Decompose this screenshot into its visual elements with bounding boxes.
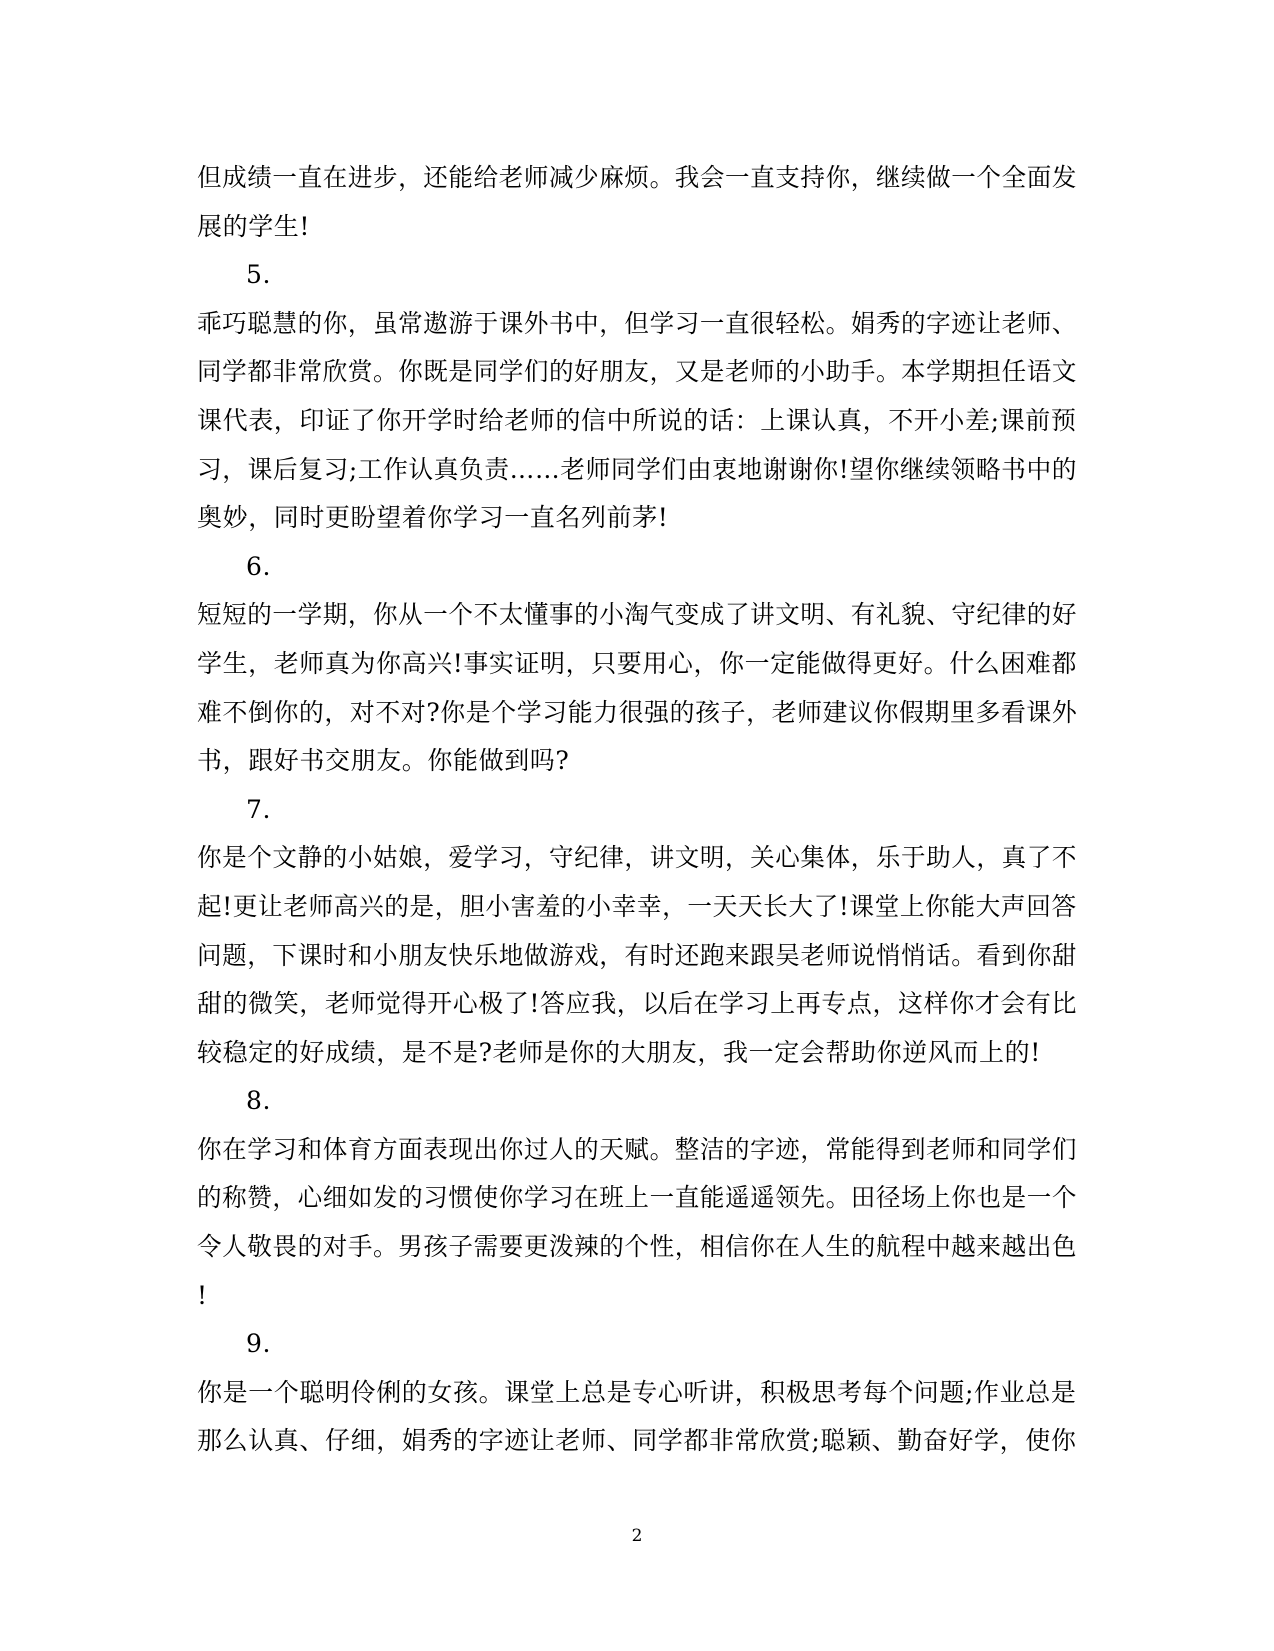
text-line: 的称赞，心细如发的习惯使你学习在班上一直能遥遥领先。田径场上你也是一个 — [197, 1183, 1078, 1213]
text-line: 乖巧聪慧的你，虽常遨游于课外书中，但学习一直很轻松。娟秀的字迹让老师、 — [197, 308, 1078, 338]
text-line: 那么认真、仔细，娟秀的字迹让老师、同学都非常欣赏;聪颖、勤奋好学，使你 — [197, 1426, 1077, 1456]
text-line: 展的学生! — [197, 211, 311, 241]
text-line: 令人敬畏的对手。男孩子需要更泼辣的个性，相信你在人生的航程中越来越出色 — [197, 1232, 1078, 1262]
text-line: 甜的微笑，老师觉得开心极了!答应我，以后在学习上再专点，这样你才会有比 — [197, 989, 1078, 1019]
item-number: 5. — [246, 260, 272, 290]
text-line: 短短的一学期，你从一个不太懂事的小淘气变成了讲文明、有礼貌、守纪律的好 — [197, 600, 1078, 630]
item-number: 8. — [246, 1086, 272, 1116]
text-line: 书，跟好书交朋友。你能做到吗? — [197, 746, 570, 776]
text-line: 学生，老师真为你高兴!事实证明，只要用心，你一定能做得更好。什么困难都 — [197, 648, 1078, 678]
text-line: 问题，下课时和小朋友快乐地做游戏，有时还跑来跟吴老师说悄悄话。看到你甜 — [197, 940, 1078, 970]
text-line: 你是一个聪明伶俐的女孩。课堂上总是专心听讲，积极思考每个问题;作业总是 — [197, 1377, 1077, 1407]
text-line: ! — [197, 1280, 208, 1310]
page-number: 2 — [631, 1526, 643, 1546]
text-line: 你在学习和体育方面表现出你过人的天赋。整洁的字迹，常能得到老师和同学们 — [197, 1134, 1078, 1164]
text-line: 习，课后复习;工作认真负责……老师同学们由衷地谢谢你!望你继续领略书中的 — [197, 454, 1078, 484]
text-line: 同学都非常欣赏。你既是同学们的好朋友，又是老师的小助手。本学期担任语文 — [197, 357, 1078, 387]
text-line: 但成绩一直在进步，还能给老师减少麻烦。我会一直支持你，继续做一个全面发 — [197, 163, 1078, 192]
item-number: 6. — [246, 551, 272, 581]
text-line: 起!更让老师高兴的是，胆小害羞的小幸幸，一天天长大了!课堂上你能大声回答 — [197, 891, 1077, 921]
text-line: 较稳定的好成绩，是不是?老师是你的大朋友，我一定会帮助你逆风而上的! — [197, 1037, 1041, 1067]
text-line: 难不倒你的，对不对?你是个学习能力很强的孩子，老师建议你假期里多看课外 — [197, 697, 1078, 727]
item-number: 7. — [246, 794, 272, 824]
body-text — [197, 154, 1077, 1466]
text-line: 课代表，印证了你开学时给老师的信中所说的话：上课认真，不开小差;课前预 — [197, 405, 1077, 435]
text-line: 奥妙，同时更盼望着你学习一直名列前茅! — [197, 503, 669, 533]
item-number: 9. — [246, 1329, 272, 1359]
text-line: 你是个文静的小姑娘，爱学习，守纪律，讲文明，关心集体，乐于助人，真了不 — [197, 843, 1078, 873]
